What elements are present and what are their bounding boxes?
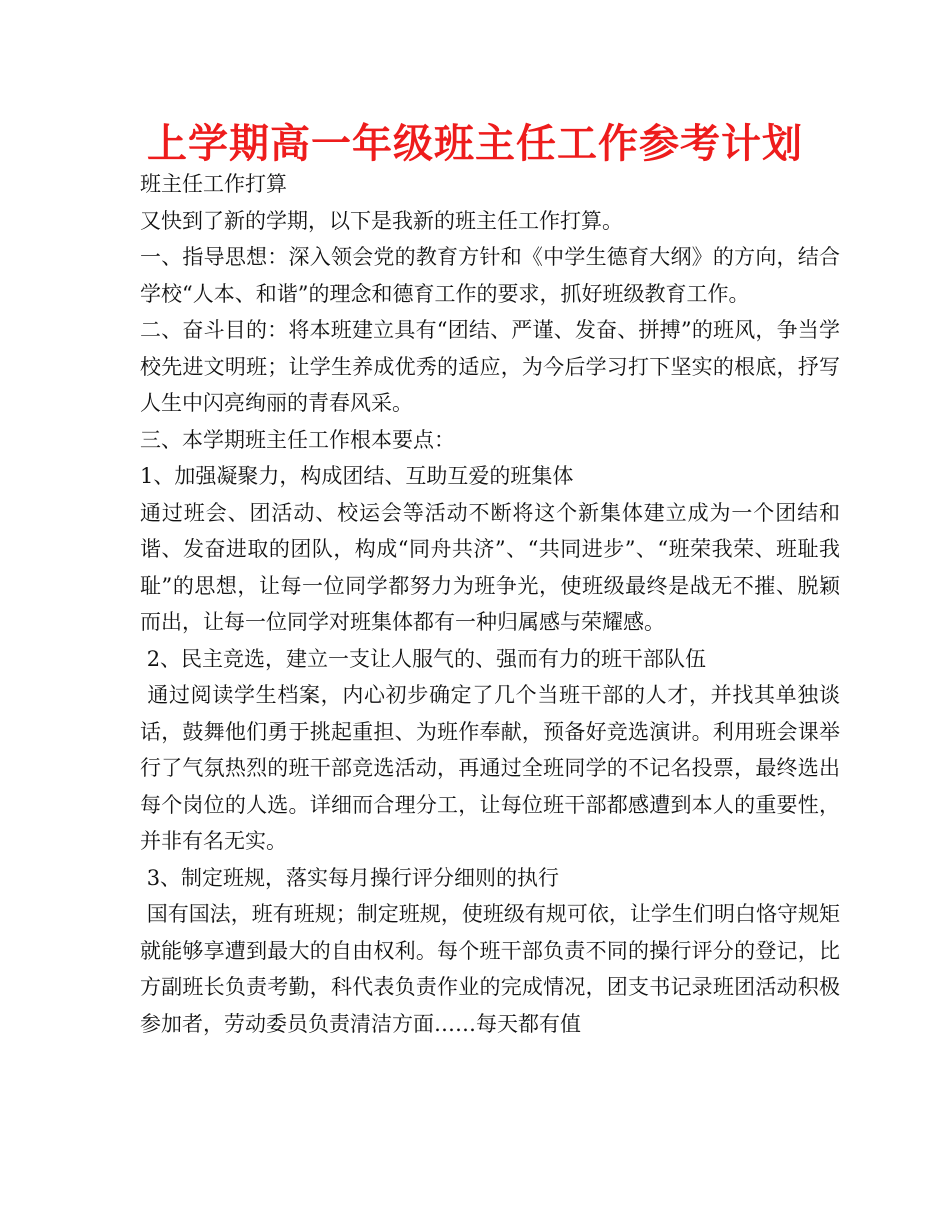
point-2-heading: 2、民主竞选，建立一支让人服气的、强而有力的班干部队伍	[140, 646, 707, 671]
intro-paragraph: 又快到了新的学期，以下是我新的班主任工作打算。	[140, 208, 623, 233]
key-points-heading: 三、本学期班主任工作根本要点：	[140, 427, 455, 452]
section-heading: 班主任工作打算	[140, 172, 287, 196]
point-3-heading: 3、制定班规，落实每月操行评分细则的执行	[140, 865, 560, 890]
document-title: 上学期高一年级班主任工作参考计划	[147, 121, 803, 167]
goal-paragraph: 二、奋斗目的：将本班建立具有“团结、严谨、发奋、拼搏”的班风，争当学校先进文明班；让学生养成优秀的适应，为今后学习打下坚实的根底，抒写人生中闪亮绚丽的青春风采。	[140, 318, 840, 415]
document-body	[140, 166, 840, 1042]
point-1-heading: 1、加强凝聚力，构成团结、互助互爱的班集体	[140, 464, 574, 488]
point-3-paragraph: 国有国法，班有班规；制定班规，使班级有规可依，让学生们明白恪守规矩就能够享遭到最大的自由权利。每个班干部负责不同的操行评分的登记，比方副班长负责考勤，科代表负责作业的完成情况，团支书记录班团活动积极参加者，劳动委员负责清洁方面……每天都有值	[140, 902, 840, 1036]
point-1-paragraph: 通过班会、团活动、校运会等活动不断将这个新集体建立成为一个团结和谐、发奋进取的团队，构成“同舟共济”、“共同进步”、“班荣我荣、班耻我耻”的思想，让每一位同学都努力为班争光，使班级最终是战无不摧、脱颖而出，让每一位同学对班集体都有一种归属感与荣耀感。	[140, 500, 840, 634]
guiding-thought-paragraph: 一、指导思想：深入领会党的教育方针和《中学生德育大纲》的方向，结合学校“人本、和谐”的理念和德育工作的要求，抓好班级教育工作。	[140, 245, 840, 306]
point-2-paragraph: 通过阅读学生档案，内心初步确定了几个当班干部的人才，并找其单独谈话，鼓舞他们勇于挑起重担、为班作奉献，预备好竞选演讲。利用班会课举行了气氛热烈的班干部竞选活动，再通过全班同学的不记名投票，最终选出每个岗位的人选。详细而合理分工，让每位班干部都感遭到本人的重要性，并非有名无实。	[140, 683, 840, 853]
